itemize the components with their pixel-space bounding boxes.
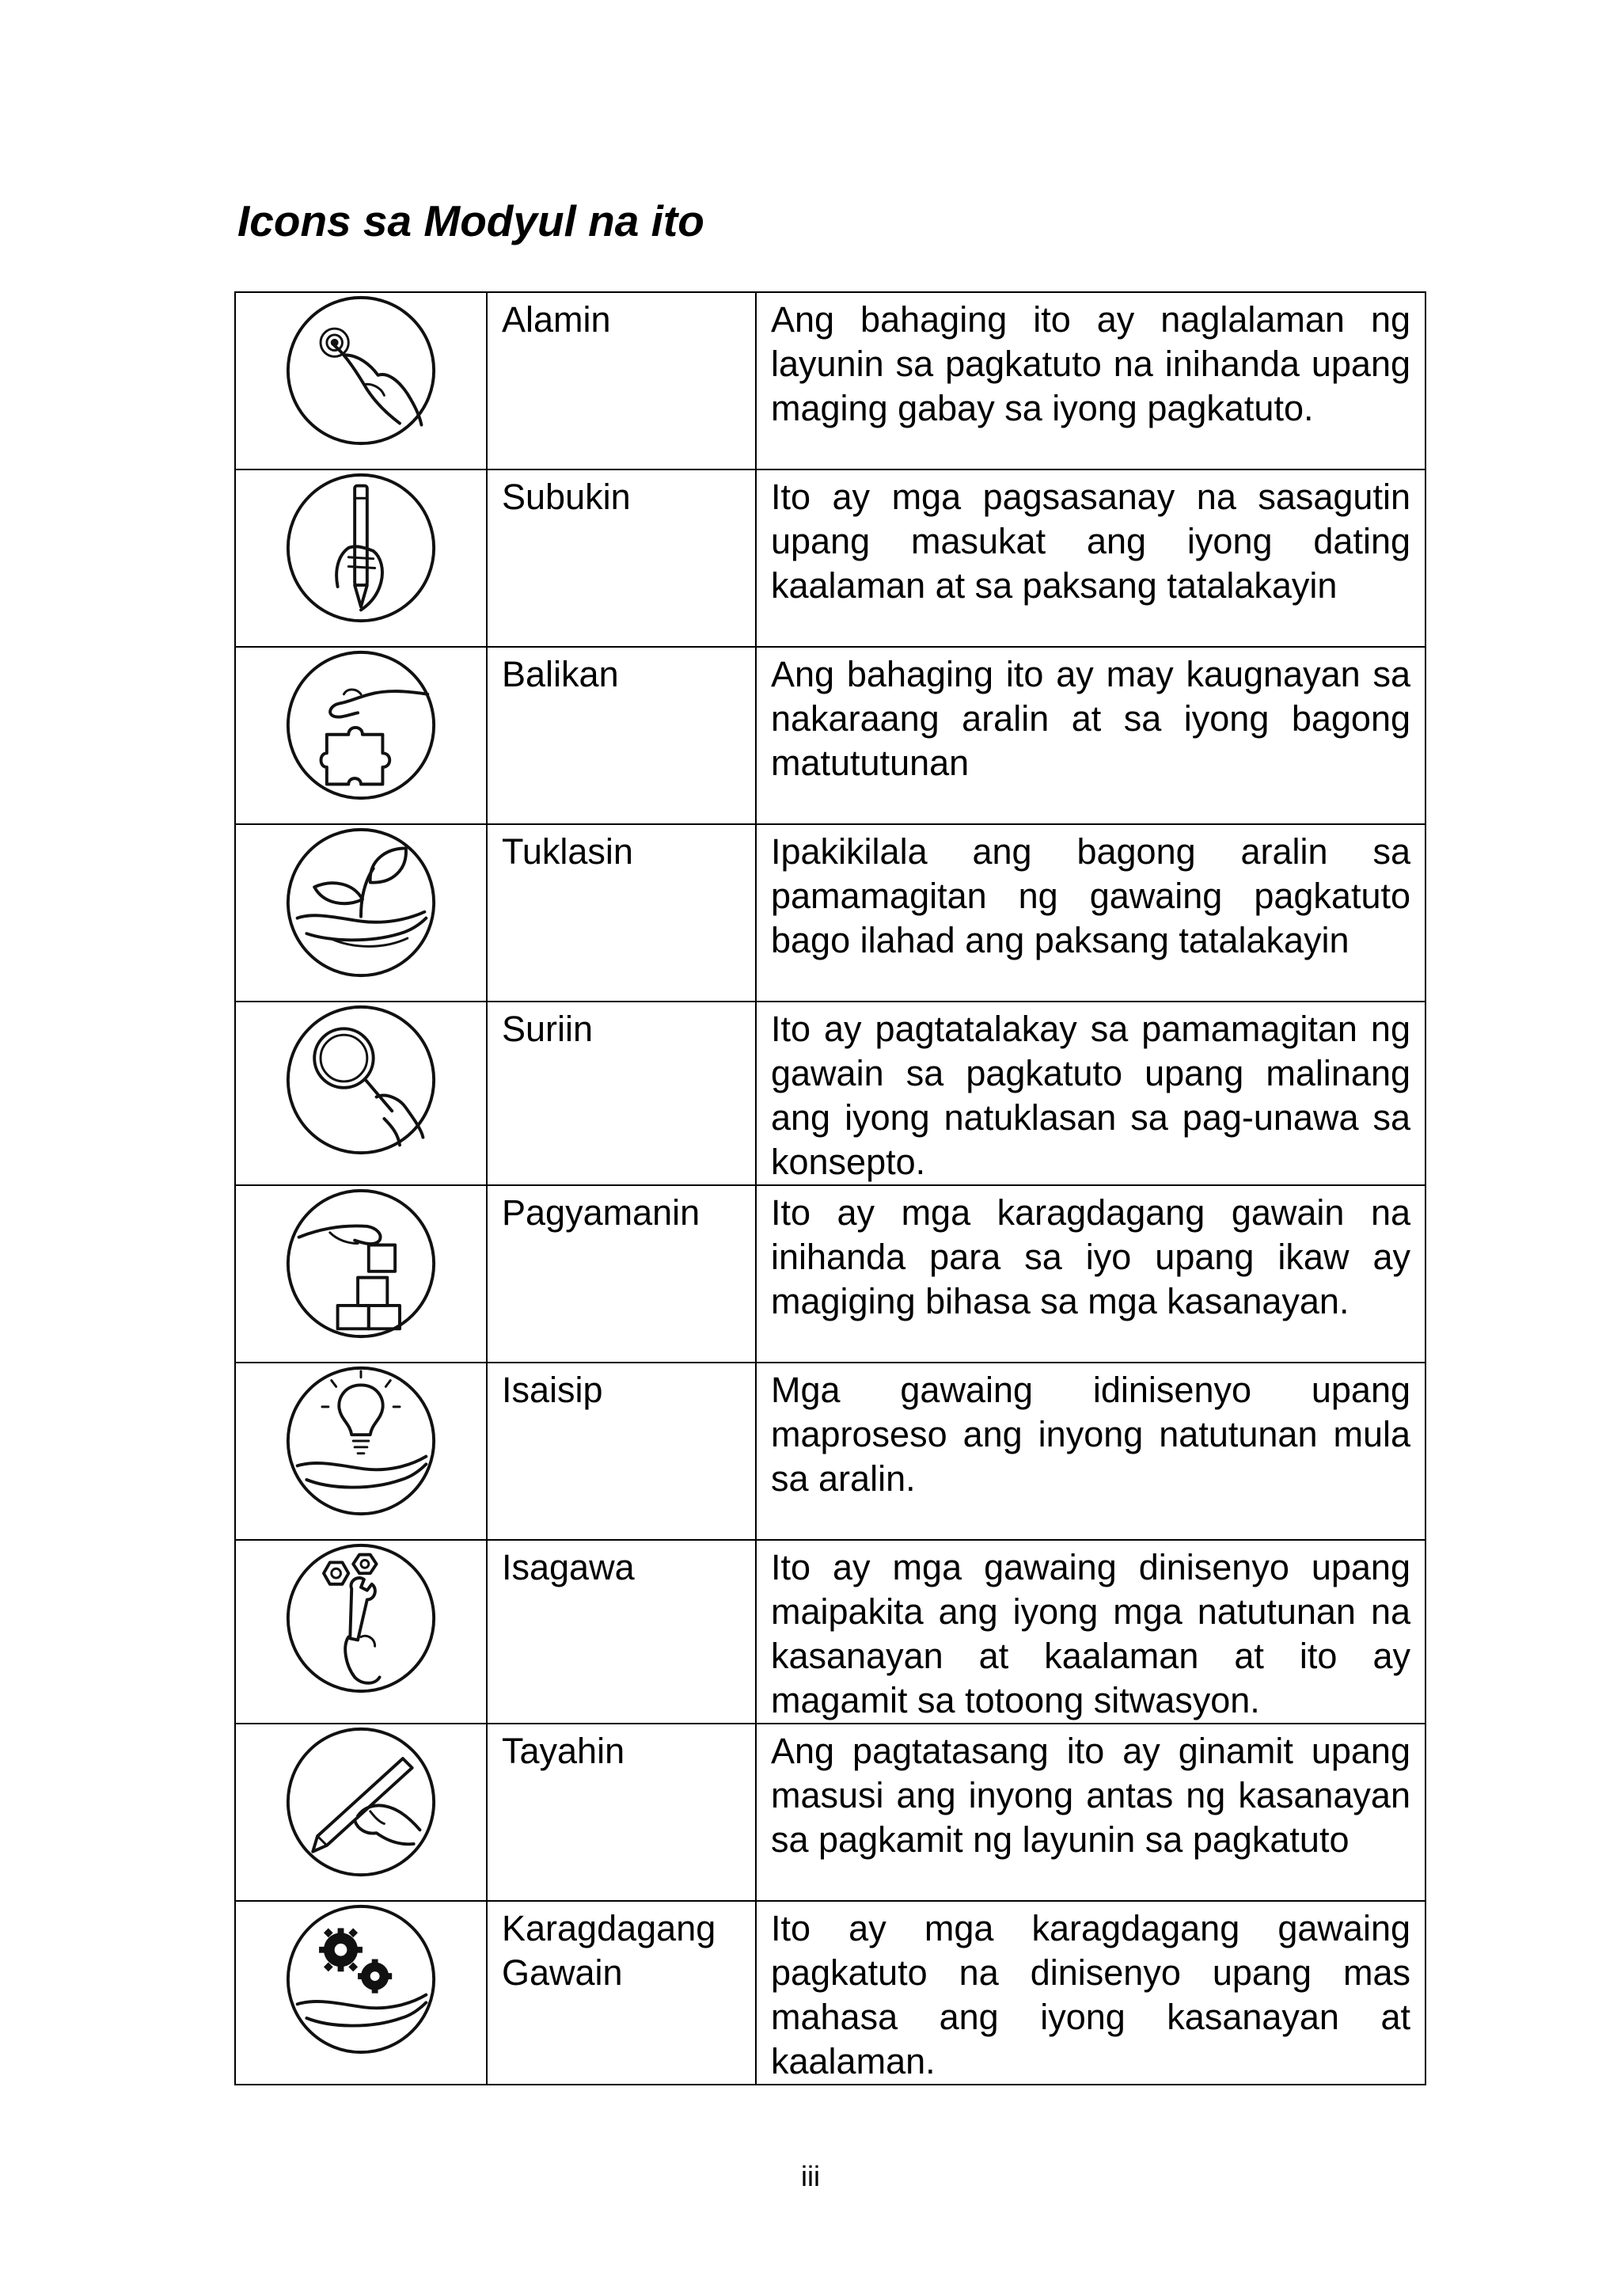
wrench-hand-icon — [283, 1541, 438, 1696]
section-name: Isaisip — [487, 1363, 756, 1540]
lightbulb-hand-icon — [283, 1363, 438, 1519]
section-description: Ang bahaging ito ay naglalaman ng layunin sa pagkatuto na inihanda upang maging gabay sa iyong pagkatuto. — [756, 292, 1425, 469]
section-description: Mga gawaing idinisenyo upang maproseso ang inyong natutunan mula sa aralin. — [756, 1363, 1425, 1540]
page-number: iii — [801, 2160, 820, 2192]
touch-hand-icon — [283, 293, 438, 448]
section-name: Karagdagang Gawain — [487, 1901, 756, 2085]
table-row — [235, 1185, 1425, 1363]
section-name: Suriin — [487, 1002, 756, 1185]
blocks-hand-icon — [283, 1186, 438, 1341]
table-row — [235, 1901, 1425, 2085]
table-row — [235, 1724, 1425, 1901]
section-description: Ang bahaging ito ay may kaugnayan sa nakaraang aralin at sa iyong bagong matututunan — [756, 647, 1425, 824]
magnifier-hand-icon — [283, 1002, 438, 1158]
table-row — [235, 1540, 1425, 1724]
gears-hand-icon — [283, 1902, 438, 2057]
table-row — [235, 647, 1425, 824]
writing-hand-icon — [283, 1724, 438, 1880]
section-description: Ito ay mga pagsasanay na sasagutin upang masukat ang iyong dating kaalaman at sa paksang tatalakayin — [756, 469, 1425, 647]
section-name: Tayahin — [487, 1724, 756, 1901]
page-title: Icons sa Modyul na ito — [237, 196, 704, 245]
icons-table — [234, 291, 1426, 2085]
section-name: Balikan — [487, 647, 756, 824]
section-description: Ipakikilala ang bagong aralin sa pamamagitan ng gawaing pagkatuto bago ilahad ang paksang tatalakayin — [756, 824, 1425, 1002]
table-row — [235, 1002, 1425, 1185]
section-description: Ito ay mga gawaing dinisenyo upang maipakita ang iyong mga natutunan na kasanayan at kaalaman at ito ay magamit sa totoong sitwasyon. — [756, 1540, 1425, 1724]
section-description: Ito ay pagtatalakay sa pamamagitan ng gawain sa pagkatuto upang malinang ang iyong natuklasan sa pag-unawa sa konsepto. — [756, 1002, 1425, 1185]
section-description: Ito ay mga karagdagang gawaing pagkatuto na dinisenyo upang mas mahasa ang iyong kasanayan at kaalaman. — [756, 1901, 1425, 2085]
puzzle-hand-icon — [283, 648, 438, 803]
table-row — [235, 1363, 1425, 1540]
pencil-hand-icon — [283, 470, 438, 625]
section-name: Alamin — [487, 292, 756, 469]
table-row — [235, 824, 1425, 1002]
section-name: Subukin — [487, 469, 756, 647]
table-row — [235, 292, 1425, 469]
section-description: Ang pagtatasang ito ay ginamit upang masusi ang inyong antas ng kasanayan sa pagkamit ng layunin sa pagkatuto — [756, 1724, 1425, 1901]
plant-hand-icon — [283, 825, 438, 980]
table-row — [235, 469, 1425, 647]
section-name: Pagyamanin — [487, 1185, 756, 1363]
section-name: Tuklasin — [487, 824, 756, 1002]
section-name: Isagawa — [487, 1540, 756, 1724]
section-description: Ito ay mga karagdagang gawain na inihanda para sa iyo upang ikaw ay magiging bihasa sa mga kasanayan. — [756, 1185, 1425, 1363]
